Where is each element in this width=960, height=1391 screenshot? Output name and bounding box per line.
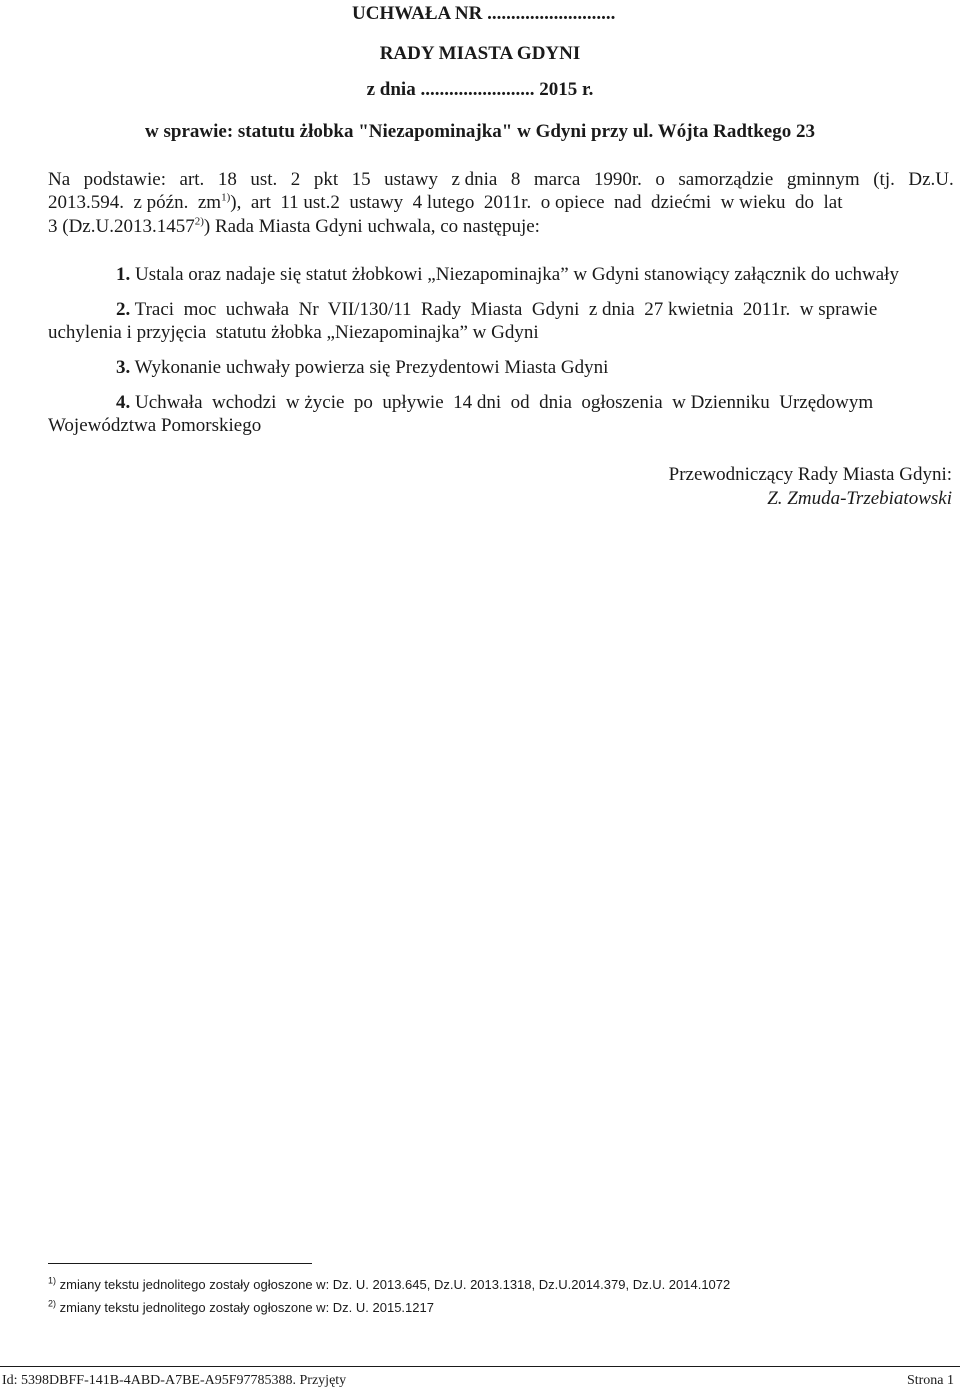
resolution-title: UCHWAŁA NR ........................... [352, 3, 616, 24]
preamble-word: Dz.U. [908, 169, 954, 190]
footnote-ref-2: 2) [194, 215, 204, 228]
paragraph-text: Ustala oraz nadaje się statut żłobkowi „Niezapominajka” w Gdyni stanowiący załącznik do uchwały [135, 264, 899, 285]
preamble-word: pkt [313, 169, 339, 190]
paragraph-text: Uchwała wchodzi w życie po upływie 14 dni od dnia ogłoszenia w Dzienniku Urzędowym [135, 392, 874, 413]
council-name: RADY MIASTA GDYNI [379, 43, 581, 64]
footnote-2 [48, 1300, 434, 1316]
preamble-line-2 [48, 192, 843, 214]
preamble-word: marca [533, 169, 581, 190]
paragraph-4 [116, 392, 873, 414]
preamble-text: ), art 11 ust.2 ustawy 4 lutego 2011r. o opiece nad dziećmi w wieku do lat [230, 192, 843, 213]
footnote-text: zmiany tekstu jednolitego zostały ogłoszone w: Dz. U. 2015.1217 [59, 1300, 434, 1315]
paragraph-2-continued: uchylenia i przyjęcia statutu żłobka „Niezapominajka” w Gdyni [48, 322, 539, 343]
paragraph-2 [116, 299, 877, 321]
footnote-text: zmiany tekstu jednolitego zostały ogłoszone w: Dz. U. 2013.645, Dz.U. 2013.1318, Dz.U.2014.379, Dz.U. 2014.1072 [59, 1277, 731, 1292]
preamble-word: podstawie: [83, 169, 166, 190]
status-divider [0, 1366, 960, 1367]
paragraph-text: Traci moc uchwała Nr VII/130/11 Rady Miasta Gdyni z dnia 27 kwietnia 2011r. w sprawie [134, 299, 878, 320]
preamble-line-3 [48, 216, 540, 238]
preamble-word: ustawy [384, 169, 438, 190]
paragraph-1 [116, 264, 899, 286]
preamble-word: gminnym [786, 169, 860, 190]
paragraph-number: 3. [116, 357, 131, 378]
paragraph-number: 1. [116, 264, 131, 285]
resolution-subject: w sprawie: statutu żłobka "Niezapominajka" w Gdyni przy ul. Wójta Radtkego 23 [145, 121, 815, 142]
paragraph-3 [116, 357, 608, 379]
signature-role: Przewodniczący Rady Miasta Gdyni: [668, 464, 952, 485]
preamble-text: ) Rada Miasta Gdyni uchwala, co następuje: [203, 216, 540, 237]
paragraph-text: Wykonanie uchwały powierza się Prezydentowi Miasta Gdyni [134, 357, 609, 378]
page-number: Strona 1 [906, 1373, 954, 1388]
document-id: Id: 5398DBFF-141B-4ABD-A7BE-A95F97785388. Przyjęty [2, 1373, 347, 1388]
preamble-word: 1990r. [593, 169, 642, 190]
preamble-text: 3 (Dz.U.2013.1457 [48, 216, 195, 237]
preamble-word: 2 [290, 169, 301, 190]
preamble-word: (tj. [873, 169, 895, 190]
preamble-line-1 [48, 169, 954, 191]
preamble-text: 2013.594. z późn. zm [48, 192, 222, 213]
footnote-1 [48, 1277, 730, 1293]
preamble-word: 18 [217, 169, 237, 190]
signature-name: Z. Zmuda-Trzebiatowski [767, 488, 952, 509]
paragraph-number: 4. [116, 392, 131, 413]
footnote-divider [48, 1263, 312, 1264]
resolution-date: z dnia ........................ 2015 r. [366, 79, 594, 100]
footnote-mark: 1) [48, 1275, 57, 1286]
paragraph-number: 2. [116, 299, 131, 320]
footnote-ref-1: 1) [221, 191, 231, 204]
footnote-mark: 2) [48, 1298, 57, 1309]
preamble-word: 15 [351, 169, 371, 190]
preamble-word: Na [48, 169, 71, 190]
paragraph-4-continued: Województwa Pomorskiego [48, 415, 262, 436]
preamble-word: art. [179, 169, 205, 190]
preamble-word: 8 [510, 169, 521, 190]
preamble-word: o [655, 169, 665, 190]
preamble-word: z dnia [451, 169, 498, 190]
preamble-word: ust. [250, 169, 278, 190]
preamble-word: samorządzie [678, 169, 774, 190]
